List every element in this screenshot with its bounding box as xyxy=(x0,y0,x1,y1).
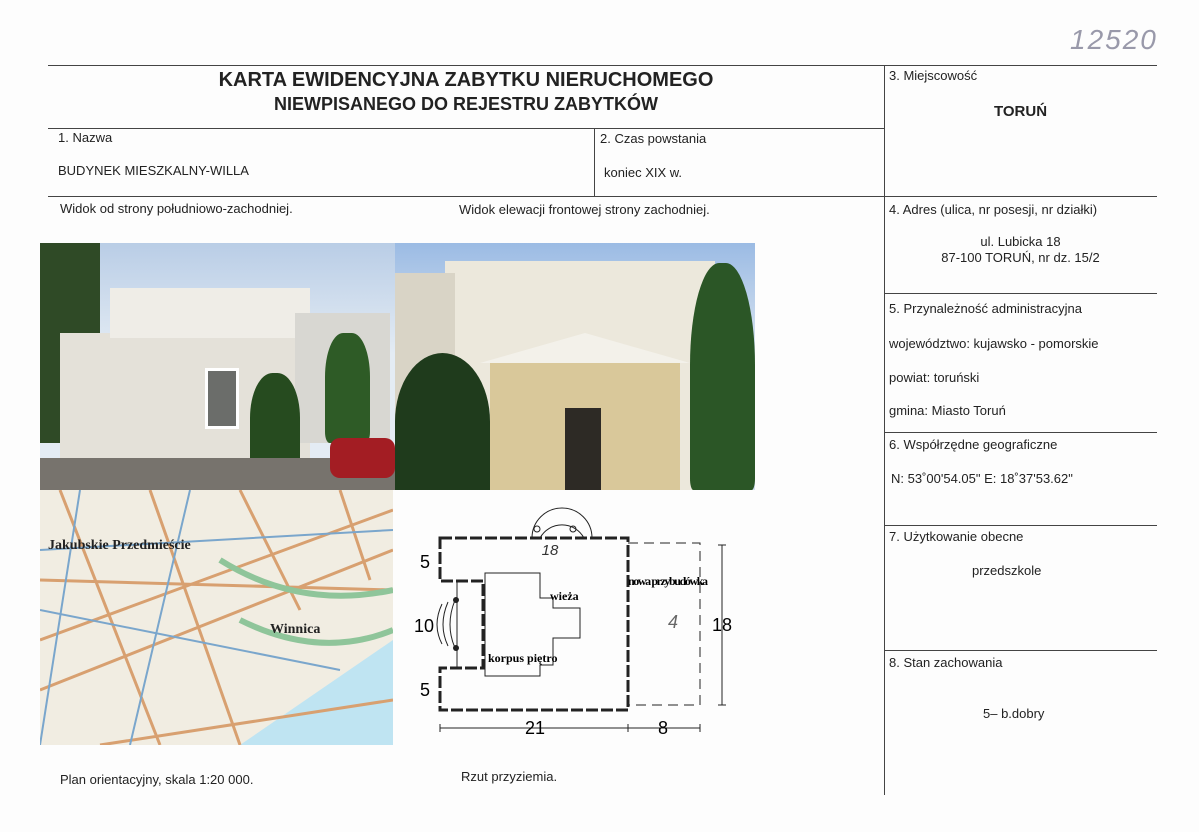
map-caption: Plan orientacyjny, skala 1:20 000. xyxy=(60,772,254,787)
divider xyxy=(884,432,1157,433)
date-value: koniec XIX w. xyxy=(604,165,683,180)
condition-label: 8. Stan zachowania xyxy=(889,655,1003,670)
photo2-caption: Widok elewacji frontowej strony zachodniej. xyxy=(459,202,710,217)
divider xyxy=(884,650,1157,651)
map-streets xyxy=(40,490,393,745)
coords-label: 6. Współrzędne geograficzne xyxy=(889,437,1058,452)
place-label: 3. Miejscowość xyxy=(889,68,978,83)
name-value: BUDYNEK MIESZKALNY-WILLA xyxy=(58,163,249,178)
commune: gmina: Miasto Toruń xyxy=(889,403,1006,418)
floor-plan xyxy=(400,500,740,750)
name-label: 1. Nazwa xyxy=(58,130,113,145)
divider xyxy=(48,65,1157,66)
address-label: 4. Adres (ulica, nr posesji, nr działki) xyxy=(889,202,1098,217)
location-map xyxy=(40,490,393,745)
plan-caption: Rzut przyziemia. xyxy=(461,769,558,784)
county: powiat: toruński xyxy=(889,370,980,385)
coords-value: N: 53˚00'54.05" E: 18˚37'53.62" xyxy=(891,471,1073,486)
photo1-caption: Widok od strony południowo-zachodniej. xyxy=(60,201,293,216)
dim-extension: 8 xyxy=(658,718,669,738)
use-label: 7. Użytkowanie obecne xyxy=(889,529,1024,544)
plan-extension-number: 4 xyxy=(668,612,679,632)
divider xyxy=(884,65,885,795)
photo-southwest-view xyxy=(40,243,395,490)
divider xyxy=(884,525,1157,526)
admin-label: 5. Przynależność administracyjna xyxy=(889,301,1082,316)
place-value: TORUŃ xyxy=(993,103,1048,120)
divider xyxy=(594,128,595,196)
plan-number: 18 xyxy=(541,542,559,559)
date-label: 2. Czas powstania xyxy=(600,131,707,146)
dim-height: 18 xyxy=(712,615,733,635)
voivodeship: województwo: kujawsko - pomorskie xyxy=(889,336,1099,351)
plan-label-extension: nowa przybudówka xyxy=(628,574,708,588)
map-label-area: Winnica xyxy=(270,622,321,637)
map-label-district: Jakubskie Przedmieście xyxy=(48,538,191,553)
divider xyxy=(884,293,1157,294)
reference-number: 12520 xyxy=(1070,24,1158,55)
dim-top: 5 xyxy=(420,552,431,572)
dim-mid: 10 xyxy=(414,616,435,636)
plan-label-tower: wieża xyxy=(550,589,579,603)
address-line-2: 87-100 TORUŃ, nr dz. 15/2 xyxy=(941,250,1100,265)
title-line-2: NIEWPISANEGO DO REJESTRU ZABYTKÓW xyxy=(273,94,659,114)
condition-value: 5– b.dobry xyxy=(983,706,1045,721)
title-line-1: KARTA EWIDENCYJNA ZABYTKU NIERUCHOMEGO xyxy=(218,69,714,91)
address-line-1: ul. Lubicka 18 xyxy=(980,234,1061,249)
dim-bottom: 5 xyxy=(420,680,431,700)
divider xyxy=(48,196,1157,197)
divider xyxy=(48,128,884,129)
plan-label-body: korpus piętro xyxy=(488,651,558,665)
use-value: przedszkole xyxy=(972,563,1042,578)
dim-width: 21 xyxy=(525,718,546,738)
photo-front-elevation xyxy=(395,243,755,490)
